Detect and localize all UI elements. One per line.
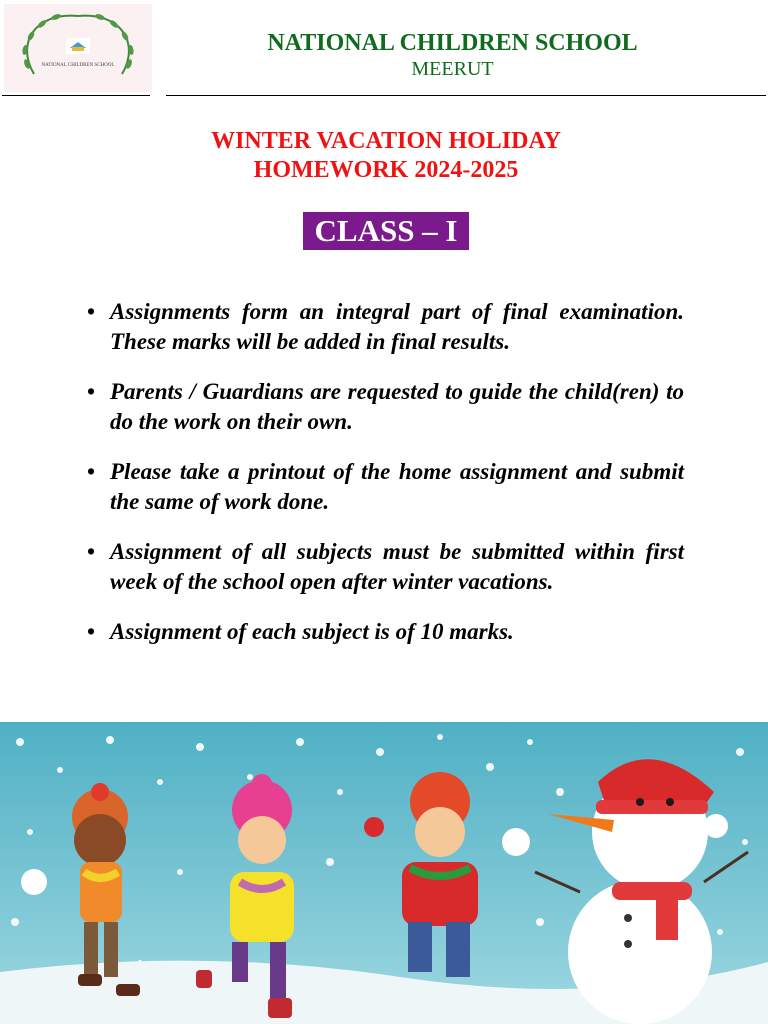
homework-title <box>120 127 652 185</box>
title-line-1: WINTER VACATION HOLIDAY <box>211 128 561 154</box>
winter-illustration <box>0 722 768 1024</box>
instruction-item: • Assignment of all subjects must be submitted within first week of the school open after winter vacations. <box>84 537 684 596</box>
instruction-item: • Parents / Guardians are requested to guide the child(ren) to do the work on their own. <box>84 377 684 436</box>
header-divider <box>2 95 766 96</box>
instruction-item: • Assignments form an integral part of final examination. These marks will be added in final results. <box>84 297 684 356</box>
winter-kids-snowman-illustration <box>0 722 768 1024</box>
school-name: NATIONAL CHILDREN SCHOOL <box>267 30 638 56</box>
instructions-list <box>84 297 684 668</box>
school-logo <box>4 4 152 92</box>
title-line-2: HOMEWORK 2024-2025 <box>253 157 519 183</box>
school-city: MEERUT <box>411 58 494 80</box>
class-label: CLASS – I <box>303 212 469 250</box>
logo-text: NATIONAL CHILDREN SCHOOL <box>41 63 115 68</box>
header-divider-gap <box>150 93 166 98</box>
instruction-item: • Please take a printout of the home assignment and submit the same of work done. <box>84 457 684 516</box>
instruction-item: • Assignment of each subject is of 10 marks. <box>84 617 684 647</box>
